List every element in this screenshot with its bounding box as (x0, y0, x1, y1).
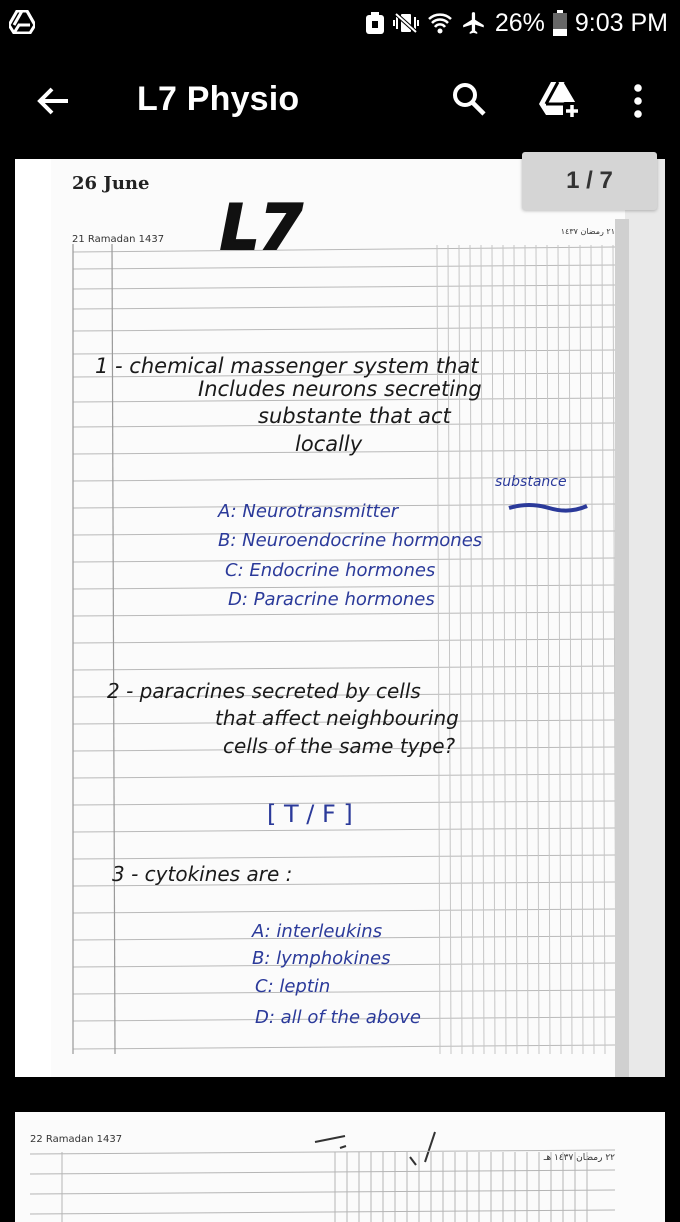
q2-line-1: 2 - paracrines secreted by cells (107, 679, 421, 703)
hijri-date: 21 Ramadan 1437 (72, 234, 165, 245)
clock: 9:03 PM (574, 8, 668, 37)
notebook-page-scan-2 (15, 1112, 665, 1222)
q3-option-b: B: lymphokines (252, 948, 391, 969)
vibrate-icon (393, 11, 419, 35)
q1-correction: substance (495, 474, 567, 490)
airplane-icon (461, 10, 487, 36)
date-label: 26 June (72, 173, 150, 194)
q3-option-c: C: leptin (255, 976, 331, 997)
page-counter: 1 / 7 (522, 152, 657, 210)
q2-line-3: cells of the same type? (223, 734, 456, 758)
wifi-icon (427, 11, 453, 35)
q2-line-2: that affect neighbouring (215, 706, 459, 730)
battery-percent: 26% (494, 8, 545, 37)
q1-line-1: 1 - chemical massenger system that (95, 354, 479, 378)
app-bar (0, 46, 680, 156)
drive-icon (9, 10, 35, 39)
q1-line-2: Includes neurons secreting (198, 377, 482, 401)
status-icons (365, 8, 668, 38)
back-arrow-icon (36, 86, 70, 116)
q1-option-c: C: Endocrine hormones (225, 560, 436, 581)
q3-option-d: D: all of the above (255, 1007, 421, 1028)
search-icon (451, 81, 487, 117)
add-to-drive-icon (537, 80, 581, 120)
status-bar (0, 0, 680, 46)
q2-answer: [ T / F ] (267, 800, 353, 828)
q1-option-a: A: Neurotransmitter (218, 501, 399, 522)
page2-arabic-date: ٢٢ رمضان ١٤٣٧ هـ (543, 1153, 615, 1163)
search-button[interactable] (444, 74, 494, 124)
q1-line-4: locally (295, 432, 363, 456)
add-to-drive-button[interactable] (533, 74, 585, 126)
back-button[interactable] (28, 76, 78, 126)
q3-line: 3 - cytokines are : (112, 862, 293, 886)
more-vert-icon (633, 84, 643, 118)
q1-option-b: B: Neuroendocrine hormones (218, 530, 483, 551)
document-page-2[interactable] (15, 1112, 665, 1222)
document-title: L7 Physio (137, 80, 300, 118)
document-page-1[interactable] (15, 159, 665, 1077)
q1-option-d: D: Paracrine hormones (228, 589, 435, 610)
more-options-button[interactable] (618, 76, 658, 126)
battery-icon (553, 10, 567, 36)
q1-line-3: substante that act (258, 404, 451, 428)
notification-icon (365, 11, 385, 35)
q3-option-a: A: interleukins (252, 921, 383, 942)
notebook-page-scan (15, 159, 665, 1077)
arabic-date: ٢١ رمضان ١٤٣٧ (560, 227, 615, 236)
page2-hijri-date: 22 Ramadan 1437 (30, 1134, 123, 1145)
lecture-heading: L7 (220, 191, 303, 264)
